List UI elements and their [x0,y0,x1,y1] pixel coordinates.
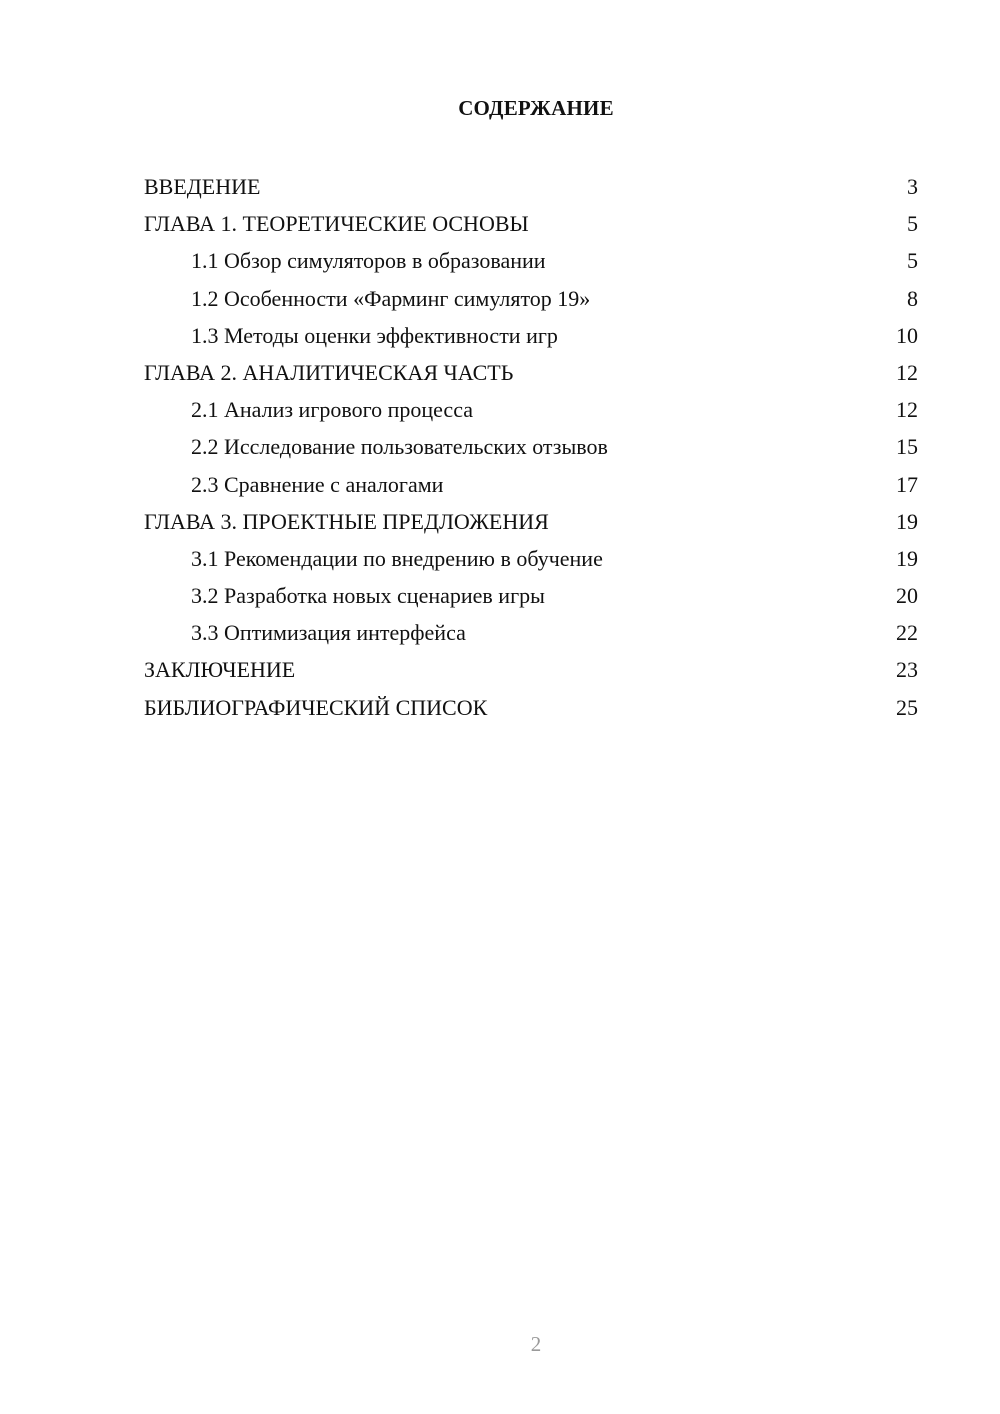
toc-entry [144,205,918,242]
toc-entry-text: ГЛАВА 1. ТЕОРЕТИЧЕСКИЕ ОСНОВЫ [144,211,529,237]
toc-entry [144,689,918,726]
toc-entry-text: 3.3 Оптимизация интерфейса [191,620,466,646]
toc-entry [144,651,918,688]
toc-entry-page: 15 [896,434,918,460]
toc-entry-text: ВВЕДЕНИЕ [144,174,261,199]
toc-entry-text: 3.1 Рекомендации по внедрению в обучение [191,545,603,571]
toc-entry-page: 10 [896,322,918,348]
toc-entry-page: 12 [896,359,918,385]
page-number: 2 [530,1332,542,1356]
toc-entry [144,280,918,317]
toc-entry [144,466,918,503]
toc-entry [144,391,918,428]
table-of-contents [144,168,918,726]
toc-entry-page: 5 [907,248,918,274]
toc-entry [144,503,918,540]
toc-entry [144,428,918,465]
toc-entry-text: 2.1 Анализ игрового процесса [191,397,473,423]
toc-entry [144,354,918,391]
page-title: СОДЕРЖАНИЕ [458,96,614,120]
toc-entry [144,317,918,354]
toc-entry-page: 25 [896,694,918,720]
toc-entry-text: БИБЛИОГРАФИЧЕСКИЙ СПИСОК [144,694,488,720]
toc-entry-page: 3 [907,174,918,199]
toc-entry [144,168,918,205]
toc-entry [144,242,918,279]
toc-entry-page: 20 [896,583,918,609]
toc-entry-text: ГЛАВА 2. АНАЛИТИЧЕСКАЯ ЧАСТЬ [144,359,514,385]
toc-entry-page: 17 [896,471,918,497]
toc-entry-text: 2.3 Сравнение с аналогами [191,471,444,497]
toc-entry-text: ГЛАВА 3. ПРОЕКТНЫЕ ПРЕДЛОЖЕНИЯ [144,508,549,534]
toc-entry-text: 2.2 Исследование пользовательских отзывов [191,434,608,460]
toc-entry [144,614,918,651]
toc-entry-page: 8 [907,285,918,311]
toc-entry-page: 5 [907,211,918,237]
toc-entry-page: 19 [896,508,918,534]
toc-entry [144,577,918,614]
toc-entry-page: 23 [896,657,918,683]
toc-entry-page: 12 [896,397,918,423]
toc-entry-text: 1.2 Особенности «Фарминг симулятор 19» [191,285,591,311]
toc-entry-text: 3.2 Разработка новых сценариев игры [191,583,545,609]
toc-entry-text: 1.3 Методы оценки эффективности игр [191,322,558,348]
toc-entry-page: 19 [896,545,918,571]
toc-entry-text: 1.1 Обзор симуляторов в образовании [191,248,546,274]
toc-entry-page: 22 [896,620,918,646]
toc-entry [144,540,918,577]
toc-entry-text: ЗАКЛЮЧЕНИЕ [144,657,296,683]
